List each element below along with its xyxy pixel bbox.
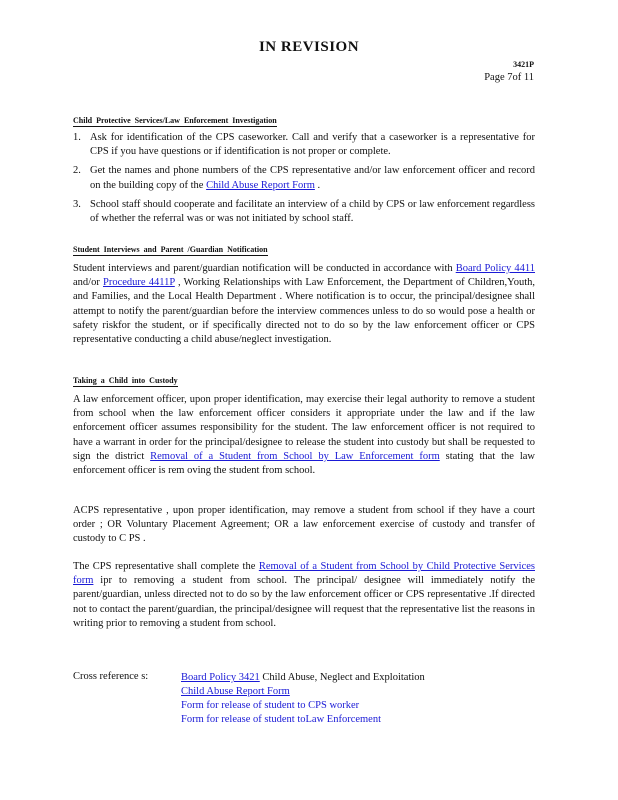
cross-reference-item (181, 671, 425, 685)
paragraph-text: Student interviews and parent/guardian notification will be conducted in accordance with (73, 263, 456, 274)
section-heading-student-interviews: Student Interviews and Parent /Guardian Notification (73, 245, 268, 254)
board-policy-4411-link[interactable]: Board Policy 4411 (455, 263, 535, 274)
section-heading-cps-investigation: Child Protective Services/Law Enforcement Investigation (73, 116, 277, 125)
list-item-number: 1. (73, 132, 81, 143)
list-item (73, 164, 535, 192)
page-title: IN REVISION (258, 39, 360, 55)
removal-by-cps-form-link[interactable]: Removal of a Student from School by Child Protective Services form (73, 561, 535, 587)
list-item-text-end: . (314, 179, 321, 191)
list-item-text: Get the names and phone numbers of the CPS representative and/or law enforcement officer and record on the building copy of the (90, 165, 535, 191)
paragraph-text: , Working Relationships with Law Enforcement, the Department of Children,Youth, and Families, and the Local Health Department . Where notification is to occur, the principal/designee shall attempt to notify the parent/guardian before the interview commences unless to do so would pose a health or safety riskfor the student, or if specifically directed not to do so by the law enforcement officer or CPS representative conducting a child abuse/neglect investigation. (73, 277, 536, 346)
cps-release-form-xref[interactable]: Form for release of student to CPS worker (181, 700, 360, 711)
paragraph-text: and/or (73, 277, 103, 289)
list-item-number: 3. (73, 198, 81, 210)
page-number: Page 7of 11 (484, 72, 534, 83)
cross-reference-label: Cross reference s: (73, 671, 149, 682)
paragraph-text: stating that the law enforcement officer is rem oving the student from school. (73, 450, 535, 477)
list-item-text: School staff should cooperate and facilitate an interview of a child by CPS or law enforcement regardless of whether the referral was or was not initiated by school staff. (90, 198, 535, 225)
cross-reference-item (181, 713, 425, 727)
paragraph-text: The CPS representative shall complete the (73, 561, 259, 572)
list-item (73, 198, 535, 226)
cross-reference-list (181, 671, 425, 727)
paragraph-text: ACPS representative , upon proper identification, may remove a student from school if they have a court order ; OR Voluntary Placement Agreement; OR a law enforcement exercise of custody and transfer of custody to C PS . (73, 505, 535, 545)
paragraph-text: ipr to removing a student from school. The principal/ designee will immediately notify the parent/guardian, unless directed not to do so by the law enforcement officer or CPS representative .If directed not to contact the parent/guardian, the principal/designee will request that the representative list the reasons in writing prior to removing a student from school. (73, 575, 535, 629)
student-interviews-paragraph (73, 262, 535, 347)
section-heading-taking-custody: Taking a Child into Custody (73, 376, 178, 385)
cps-investigation-list (73, 131, 535, 231)
list-item-text: Ask for identification of the CPS caseworker. Call and verify that a caseworker is a representative for CPS if you have questions or if identification is not proper or complete. (90, 132, 535, 158)
cross-reference-text: Child Abuse, Neglect and Exploitation (259, 672, 425, 683)
removal-by-law-enforcement-form-link[interactable]: Removal of a Student from School by Law Enforcement form (150, 450, 440, 462)
child-abuse-report-form-xref-link[interactable]: Child Abuse Report Form (181, 686, 290, 697)
custody-paragraph-cps-form (73, 560, 535, 631)
list-item-number: 2. (73, 165, 81, 177)
board-policy-3421-link[interactable]: Board Policy 3421 (181, 672, 260, 683)
custody-paragraph-law-enforcement (73, 393, 535, 478)
cross-reference-item (181, 699, 425, 713)
custody-paragraph-cps (73, 504, 535, 547)
cross-reference-item (181, 685, 425, 699)
law-enforcement-release-form-xref[interactable]: Form for release of student toLaw Enforcement (181, 714, 382, 725)
list-item (73, 131, 535, 159)
paragraph-text: A law enforcement officer, upon proper identification, may exercise their legal authority to remove a student from school when the law enforcement officer considers it appropriate under the law and if the law enforcement officer assumes responsibility for the student. The law enforcement officer is not required to have a warrant in order for the principal/designee to release the student into custody but shall be requested to sign the district (73, 394, 535, 462)
child-abuse-report-form-link[interactable]: Child Abuse Report Form (206, 179, 315, 191)
procedure-4411p-link[interactable]: Procedure 4411P (103, 277, 175, 289)
document-number: 3421P (513, 60, 534, 69)
